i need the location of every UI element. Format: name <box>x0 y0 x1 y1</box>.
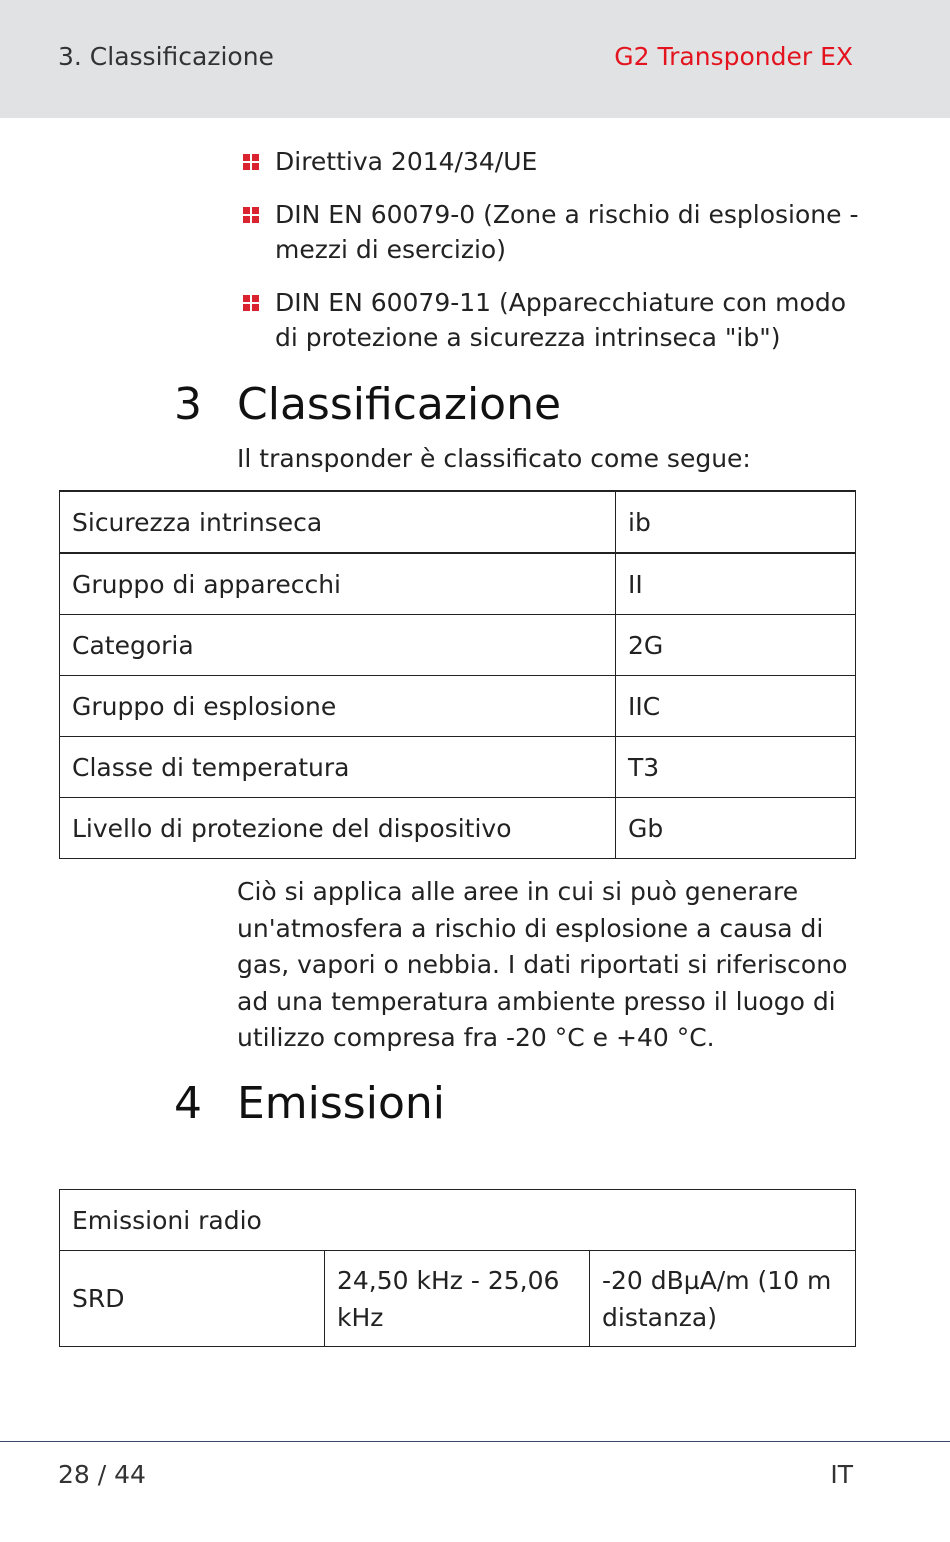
table-cell-value: 2G <box>616 615 856 676</box>
red-squares-bullet-icon <box>243 207 259 223</box>
table-cell-value: ib <box>616 491 856 553</box>
section-title: Emissioni <box>237 1078 445 1129</box>
section-3-heading <box>174 380 561 430</box>
page-number: 28 / 44 <box>58 1460 146 1489</box>
red-squares-bullet-icon <box>243 295 259 311</box>
table-cell-frequency: 24,50 kHz - 25,06 kHz <box>325 1251 590 1347</box>
table-row <box>60 553 856 615</box>
section-4-heading <box>174 1079 445 1129</box>
section-number: 3 <box>174 379 202 430</box>
table-row <box>60 615 856 676</box>
table-cell-label: Gruppo di apparecchi <box>60 553 616 615</box>
table-cell-label: Livello di protezione del dispositivo <box>60 798 616 859</box>
classification-note: Ciò si applica alle aree in cui si può generare un'atmosfera a rischio di esplosione a causa di gas, vapori o nebbia. I dati riportati si riferiscono ad una temperatura ambiente presso il luogo di utilizzo compresa fra -20 °C e +40 °C. <box>237 877 848 1052</box>
standards-list <box>243 144 863 373</box>
header-section-title: 3. Classificazione <box>58 42 274 71</box>
emissions-table <box>59 1189 856 1347</box>
list-item <box>243 144 863 179</box>
section-number: 4 <box>174 1078 202 1129</box>
table-cell-label: Classe di temperatura <box>60 737 616 798</box>
table-row <box>60 798 856 859</box>
header-product-name: G2 Transponder EX <box>614 42 853 71</box>
table-cell-label: Sicurezza intrinseca <box>60 491 616 553</box>
red-squares-bullet-icon <box>243 154 259 170</box>
table-cell-level: -20 dBµA/m (10 m distanza) <box>590 1251 856 1347</box>
table-row <box>60 1251 856 1347</box>
classification-table <box>59 490 856 859</box>
table-row <box>60 737 856 798</box>
table-cell-value: T3 <box>616 737 856 798</box>
classification-intro: Il transponder è classificato come segue: <box>237 444 751 473</box>
table-cell-value: II <box>616 553 856 615</box>
table-header-cell: Emissioni radio <box>60 1190 856 1251</box>
table-row <box>60 676 856 737</box>
table-cell-value: IIC <box>616 676 856 737</box>
table-row <box>60 491 856 553</box>
table-cell-label: Categoria <box>60 615 616 676</box>
table-cell-label: Gruppo di esplosione <box>60 676 616 737</box>
list-item-text: Direttiva 2014/34/UE <box>275 147 538 176</box>
table-row <box>60 1190 856 1251</box>
list-item <box>243 197 863 267</box>
list-item <box>243 285 863 355</box>
section-title: Classificazione <box>237 379 562 430</box>
list-item-text: DIN EN 60079-0 (Zone a rischio di esplosione - mezzi di esercizio) <box>275 200 859 264</box>
table-cell-value: Gb <box>616 798 856 859</box>
list-item-text: DIN EN 60079-11 (Apparecchiature con modo di protezione a sicurezza intrinseca "ib") <box>275 288 846 352</box>
language-code: IT <box>830 1460 853 1489</box>
table-cell-type: SRD <box>60 1251 325 1347</box>
footer-divider <box>0 1441 950 1442</box>
page-header <box>0 0 950 118</box>
